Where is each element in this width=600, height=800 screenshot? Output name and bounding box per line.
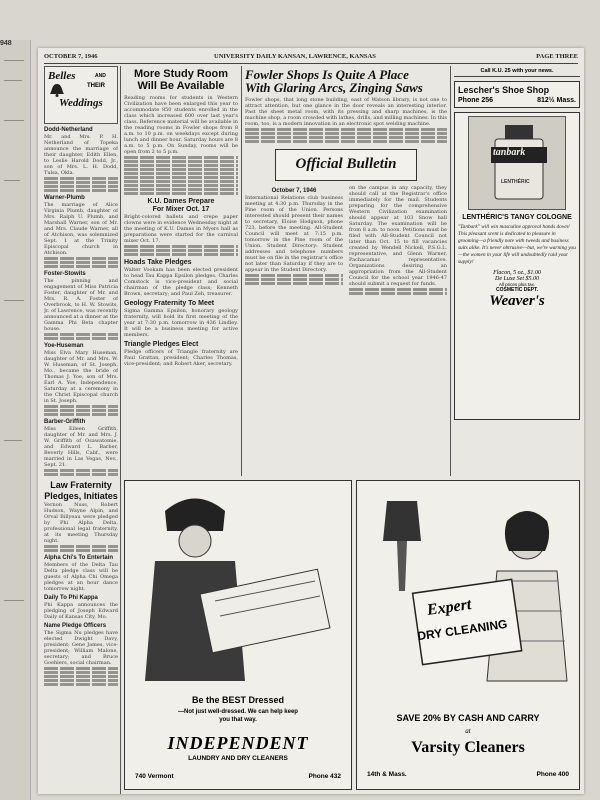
header-page-number: PAGE THREE <box>536 53 578 60</box>
society-body: The pinning and engagement of Miss Patricia Foster, daughter of Mr. and Mrs. R. A. Foster of Overbrook, to H. W. Stowits, Jr. of Lawrence, was recently announced at a dinner at the Gamma Phi Beta chapter house. <box>44 278 118 332</box>
varsity-sign-line-2: DRY CLEANING <box>416 616 509 644</box>
pledges-body: Vernon Nuss, Robert Hudson, Wayne Alpin, and Orval Billyeau were pledged by Phi Alpha Delta, professional legal fraternity, at its meeting Thursday night. <box>44 502 118 544</box>
text-block <box>44 337 118 340</box>
tanbark-dept: COSMETIC DEPT. <box>496 287 538 293</box>
ku-dames-heading: K.U. Dames Prepare <box>147 198 215 205</box>
text-block <box>124 249 238 252</box>
column-rule <box>120 66 121 794</box>
text-block <box>124 253 238 256</box>
weddings-title: Weddings <box>59 97 103 109</box>
text-block <box>124 172 238 175</box>
bulletin-right <box>349 185 447 296</box>
text-block <box>44 177 118 180</box>
belles-and: AND <box>95 73 106 79</box>
text-line <box>4 440 22 441</box>
society-body: The marriage of Alice Virginia Plumb, daughter of Mrs. Ralph U. Plumb, and Marshall Warner, son of Mr. and Mrs. Claude Warner, all of Atchison, was solemnized Sept. 1 at the Trinity Episcopal church in Atchison. <box>44 202 118 256</box>
alpha-chi-heading: Alpha Chi's To Entertain <box>44 555 113 561</box>
text-block <box>245 282 343 285</box>
text-block <box>44 261 118 264</box>
varsity-sign-line-1: Expert <box>425 595 473 620</box>
text-block <box>44 181 118 184</box>
triangle-body: Pledge officers of Triangle fraternity are Paul Grattan, president; Charles Thomas, vice-president; and Robert Aker, secretary. <box>124 349 238 367</box>
independent-phone: Phone 432 <box>308 773 341 780</box>
text-line <box>4 80 22 81</box>
text-block <box>245 128 447 131</box>
text-block <box>44 185 118 188</box>
varsity-address: 14th & Mass. <box>367 771 407 778</box>
pledges-headline-1: Law Fraternity <box>50 480 112 490</box>
society-heading: Warner-Plumb <box>44 195 85 201</box>
newspaper-page <box>38 48 584 794</box>
tanbark-ad <box>454 112 580 420</box>
society-heading: Yoe-Huseman <box>44 343 84 349</box>
bulletin-left <box>245 185 343 296</box>
society-body: Mr. and Mrs. P. H. Netherland of Topeka announce the marriage of their daughter, Edith Ellen, to Leslie Harold Dodd, Jr., son of Mrs. L. H. Dodd, Tulsa, Okla. <box>44 134 118 176</box>
text-block <box>245 140 447 143</box>
text-block <box>124 160 238 163</box>
text-line <box>4 120 24 121</box>
tanbark-title: LENTHÉRIC'S TANGY COLOGNE <box>462 214 572 221</box>
text-line <box>4 300 24 301</box>
text-block <box>124 180 238 183</box>
text-block <box>44 409 118 412</box>
society-heading: Foster-Stowits <box>44 271 86 277</box>
text-block <box>124 184 238 187</box>
varsity-phone: Phone 400 <box>536 771 569 778</box>
leschers-ad <box>454 81 580 108</box>
tanbark-price-2: De Luxe Set $5.00 <box>495 276 539 282</box>
text-block <box>44 671 118 674</box>
previous-page-strip <box>0 40 31 800</box>
weavers-logo: Weaver's <box>489 293 545 309</box>
text-block <box>124 188 238 191</box>
society-body: Miss Elva Mary Huseman, daughter of Mr. and Mrs. W. W. Huseman, of St. Joseph, Mo., became the bride of Thomas J. Yoe, son of Mrs. Earl A. Yoe, Independence, Saturday at a ceremony in the Christ Episcopal church in St. Joseph. <box>44 350 118 404</box>
ku-dames-body: Bright-colored ballets and crepe paper clowns were in evidence Wednesday night at the meeting of K.U. Dames in Myers hall as preparations were started for the carnival mixer Oct. 17. <box>124 214 238 244</box>
varsity-at: at <box>465 727 471 735</box>
text-block <box>44 405 118 408</box>
leschers-phone: Phone 256 <box>458 97 494 104</box>
previous-page-number: 948 <box>0 40 12 47</box>
text-block <box>349 288 447 291</box>
text-block <box>44 265 118 268</box>
daily-body: Phi Kappa announces the pledging of Joseph Edward Daily of Kansas City, Mo. <box>44 602 118 620</box>
name-pledge-body: The Sigma Nu pledges have elected Dwight Davy, president; Gene James, vice-president; William Malone, secretary; and Bruce Goehlers, social chairman. <box>44 630 118 666</box>
cologne-bottle-image <box>468 116 566 210</box>
hoads-heading: Hoads Take Pledges <box>124 259 192 266</box>
varsity-save: SAVE 20% BY CASH AND CARRY <box>396 713 540 723</box>
text-block <box>44 683 118 686</box>
geology-heading: Geology Fraternity To Meet <box>124 300 215 307</box>
fowler-headline-2: With Glaring Arcs, Zinging Saws <box>245 80 423 95</box>
ku-dames-heading-2: For Mixer Oct. 17 <box>152 206 210 213</box>
text-block <box>44 473 118 476</box>
text-block <box>124 156 238 159</box>
text-block <box>245 136 447 139</box>
text-line <box>4 180 20 181</box>
text-block <box>44 469 118 472</box>
text-block <box>44 257 118 260</box>
independent-tagline-2: you that way. <box>219 717 257 723</box>
geology-body: Sigma Gamma Epsilon, honorary geology fraternity, will hold its first meeting of the year at 7:30 p.m. tomorrow in 436 Lindley. It will be a business meeting for active members. <box>124 308 238 338</box>
text-block <box>124 168 238 171</box>
bulletin-right-body: on the campus in any capacity, they should call at the Registrar's office immediately for the mail. Students preparing for the comprehensive Western Civilization examination should appear at 103 Snow hall Saturday. The examination will be from 8 a.m. to noon. Petitions must be filed with All-Student Council not later than Oct. 15 to fill vacancies created by Wendell Nickell, P.S.G.L. representative, and Glenn Warner, Pachacamac representative. Organizations desiring an appropriation from the All-Student Council for the school year 1946-47 should submit a request for funds. <box>349 185 447 287</box>
text-block <box>44 333 118 336</box>
news-column-3 <box>245 66 447 476</box>
pledges-headline-2: Pledges, Initiates <box>44 491 118 501</box>
independent-headline: Be the BEST Dressed <box>191 695 285 705</box>
name-pledge-heading: Name Pledge Officers <box>44 623 107 629</box>
official-bulletin-banner <box>275 149 417 181</box>
tanbark-price-1: Flacon, 5 oz., $1.00 <box>493 270 541 276</box>
tanbark-tax: All prices plus tax. <box>498 282 536 287</box>
text-block <box>245 274 343 277</box>
column-rule <box>241 66 242 476</box>
independent-tagline-1: —Not just well-dressed. We can help keep <box>178 709 298 715</box>
bulletin-left-body: International Relations club business meeting at 4:30 p.m. Thursday in the Pine room of the Union. Persons interested should present their names to secretary, Eloise Hodgson, phone 723, before the meeting. All-Student Council will meet at 7:15 p.m. tomorrow in the Pine room of the Union. Student Directory: Student addresses and telephone numbers must be on file in the registrar's office not later than Saturday if they are to appear in the Student Directory. <box>245 195 343 273</box>
tanbark-body: "Tanbark" will win masculine approval hands down! This pleasant scent is dedicated to pleasure in grooming—a friendly note with tweeds and business suits alike. It's never obtrusive—but, we're warning you—the women in your life will undoubtedly raid your supply! <box>458 224 576 265</box>
call-ku-notice: Call K.U. 25 with your news. <box>454 66 580 77</box>
text-block <box>44 189 118 192</box>
society-heading: Barber-Griffith <box>44 419 86 425</box>
leschers-address: 812½ Mass. <box>537 97 576 104</box>
news-column-2 <box>124 66 238 476</box>
fowler-body: Fowler shops, that long stone building, east of Watson library, is not one to attract attention, but one glance in the door reveals an interesting interior. Past the sheet metal room, with its pressing and sharp machines, is the machine shop, a room crowded with lathes, drills, and milling machines. In this room, too, is a modern innovation in an electronic spot welding machine. <box>245 97 447 127</box>
text-line <box>4 60 24 61</box>
belles-title: Belles <box>48 70 76 82</box>
header-paper-name: UNIVERSITY DAILY KANSAN, LAWRENCE, KANSAS <box>214 53 376 60</box>
bulletin-columns <box>245 185 447 296</box>
header-date: OCTOBER 7, 1946 <box>44 53 98 60</box>
text-block <box>44 675 118 678</box>
text-block <box>124 176 238 179</box>
society-body: Miss Eileen Griffith, daughter of Mr. and Mrs. J. W. Griffith of Osawatomie, and Edward L. Barber, Beverly Hills, Calif., were married in Las Vegas, Nev., Sept. 21. <box>44 426 118 468</box>
fowler-headline-1: Fowler Shops Is Quite A Place <box>245 67 409 82</box>
independent-address: 740 Vermont <box>135 773 174 780</box>
column-rule <box>450 66 451 476</box>
bulletin-title: Official Bulletin <box>295 156 397 172</box>
hoads-body: Walter Vookam has been elected president to head Tau Kappa Epsilon pledges. Charles Comstock is vice-president and social chairman of the pledge class; Kenneth Brown, secretary; and Paul Zeh, treasurer. <box>124 267 238 297</box>
daily-heading: Daily To Phi Kappa <box>44 595 98 601</box>
study-headline-2: Will Be Available <box>137 80 225 92</box>
belles-their: THEIR <box>87 83 105 89</box>
text-block <box>44 413 118 416</box>
text-block <box>44 667 118 670</box>
study-body: Reading rooms for students in Western Civilization have been enlarged this year to accommodate 850 students enrolled in the class which increased 600 over last year's class. Reference material will be available in the reading rooms in Fowler shops from 8 a.m. to 10 p.m. on weekdays except during lunch and dinner hour. Saturday hours are 8 a.m. to 5 p.m. On Sunday, rooms will be open from 2 to 5 p.m. <box>124 95 238 155</box>
text-line <box>4 600 24 601</box>
triangle-heading: Triangle Pledges Elect <box>124 341 199 348</box>
page-header <box>44 51 578 64</box>
bulletin-date: October 7, 1946 <box>271 188 317 194</box>
text-block <box>124 192 238 195</box>
text-block <box>44 549 118 552</box>
varsity-cleaners-ad <box>356 480 580 790</box>
independent-laundry-ad <box>124 480 352 790</box>
independent-service: LAUNDRY AND DRY CLEANERS <box>188 755 288 762</box>
text-block <box>349 292 447 295</box>
independent-name: INDEPENDENT <box>167 733 309 753</box>
society-column <box>44 66 118 794</box>
text-block <box>44 545 118 548</box>
leschers-name: Lescher's Shoe Shop <box>458 85 550 95</box>
ads-column <box>454 66 580 476</box>
study-headline-1: More Study Room <box>133 68 229 80</box>
woman-with-sign-illustration <box>357 481 579 701</box>
text-block <box>124 164 238 167</box>
tanbark-brand: tanbark <box>493 147 526 158</box>
wedding-bell-icon <box>48 83 66 97</box>
belles-weddings-logo <box>44 66 118 124</box>
text-block <box>245 278 343 281</box>
delivery-man-illustration <box>125 481 351 693</box>
varsity-name: Varsity Cleaners <box>411 739 525 756</box>
cologne-bottle-icon <box>469 117 569 207</box>
society-heading: Dodd-Netherland <box>44 127 93 133</box>
text-block <box>124 245 238 248</box>
alpha-chi-body: Members of the Delta Tau Delta pledge class will be guests of Alpha Chi Omega pledges at an hour dance tomorrow night. <box>44 562 118 592</box>
text-block <box>245 132 447 135</box>
text-block <box>44 679 118 682</box>
tanbark-maker: LENTHÉRIC <box>501 179 530 185</box>
